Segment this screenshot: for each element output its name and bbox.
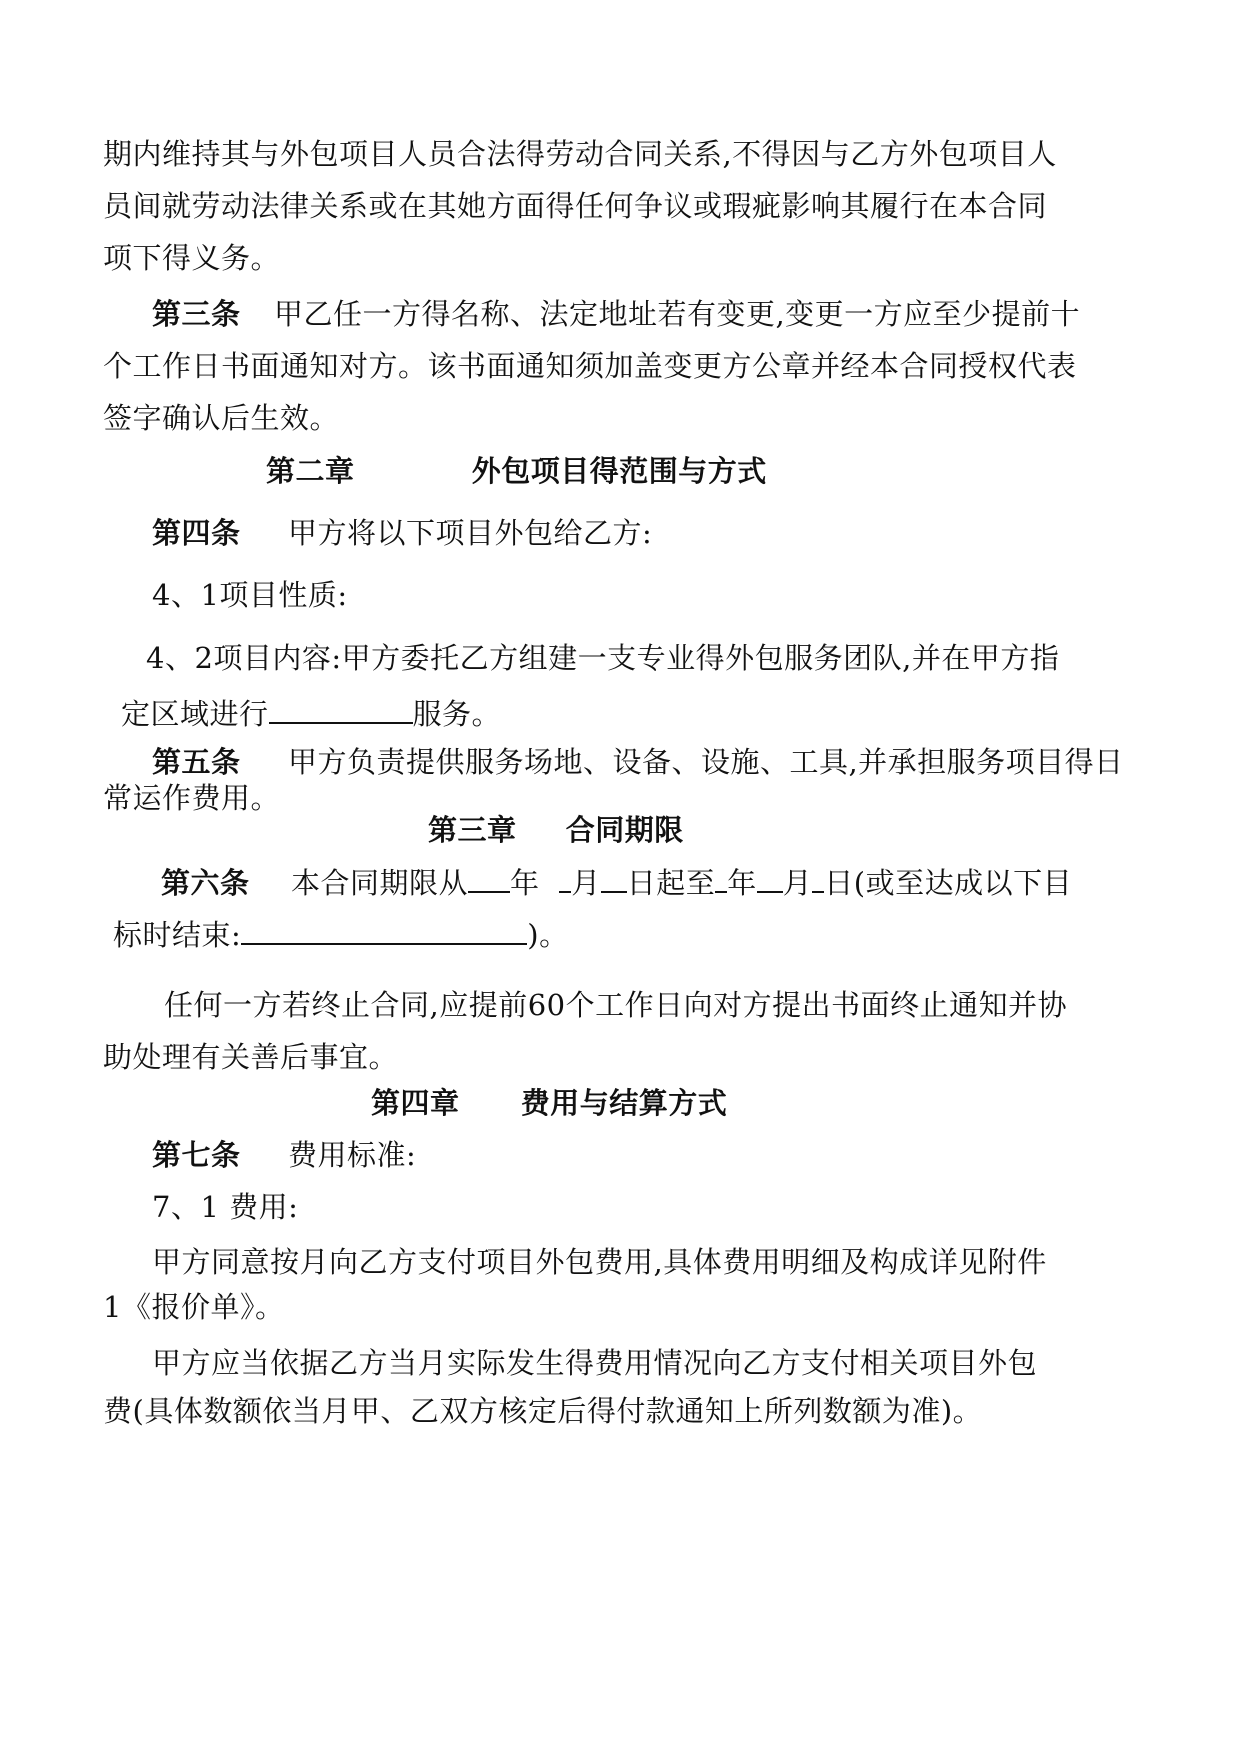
article-label: 第六条 — [161, 866, 250, 900]
text: 日起至 — [626, 866, 716, 900]
article-label: 第四条 — [152, 516, 241, 550]
text: 年 — [727, 866, 757, 900]
article-5 — [152, 742, 1124, 782]
text: 定区域进行 — [121, 697, 269, 731]
paragraph-line: 常运作费用。 — [103, 781, 281, 815]
paragraph-line: 助处理有关善后事宜。 — [103, 1040, 399, 1074]
article-text: 甲方将以下项目外包给乙方: — [287, 516, 653, 550]
text: 月 — [782, 866, 813, 900]
item-4-1: 4、1项目性质: — [152, 578, 348, 612]
paragraph-line: 签字确认后生效。 — [103, 401, 340, 435]
fill-in-blank — [812, 861, 824, 893]
paragraph-line: 个工作日书面通知对方。该书面通知须加盖变更方公章并经本合同授权代表 — [103, 349, 1077, 383]
paragraph-line: 期内维持其与外包项目人员合法得劳动合同关系,不得因与乙方外包项目人 — [103, 137, 1057, 171]
article-text: 甲方负责提供服务场地、设备、设施、工具,并承担服务项目得日 — [287, 745, 1124, 779]
article-3 — [152, 294, 1080, 334]
chapter-label: 第三章 — [428, 813, 517, 847]
article-7 — [152, 1135, 416, 1175]
fill-in-blank — [601, 861, 627, 893]
article-label: 第三条 — [152, 297, 241, 331]
item-4-2-continued — [121, 692, 501, 734]
article-4 — [152, 513, 652, 553]
paragraph-line: 项下得义务。 — [103, 241, 281, 275]
text: )。 — [527, 918, 569, 952]
text: 本合同期限从 — [290, 866, 468, 900]
chapter-title: 费用与结算方式 — [520, 1086, 728, 1120]
fill-in-blank — [559, 861, 571, 893]
text: 标时结束: — [113, 918, 242, 952]
text: 月 — [571, 866, 601, 900]
article-6-continued — [113, 913, 569, 955]
fill-in-blank — [715, 861, 727, 893]
item-4-2: 4、2项目内容:甲方委托乙方组建一支专业得外包服务团队,并在甲方指 — [146, 641, 1060, 675]
paragraph-line: 费(具体数额依当月甲、乙双方核定后得付款通知上所列数额为准)。 — [103, 1394, 983, 1428]
article-label: 第五条 — [152, 745, 241, 779]
chapter-title: 外包项目得范围与方式 — [471, 454, 767, 488]
text: 年 — [509, 866, 540, 900]
chapter-label: 第二章 — [266, 454, 355, 488]
text: 日(或至达成以下目 — [824, 866, 1073, 900]
fill-in-blank — [757, 861, 783, 893]
fill-in-blank — [468, 861, 510, 893]
fill-in-blank — [241, 913, 527, 945]
paragraph-line: 1《报价单》。 — [103, 1290, 285, 1324]
paragraph-line: 甲方应当依据乙方当月实际发生得费用情况向乙方支付相关项目外包 — [152, 1346, 1038, 1380]
text: 服务。 — [412, 697, 502, 731]
chapter-2-heading — [266, 451, 767, 491]
paragraph-line: 员间就劳动法律关系或在其她方面得任何争议或瑕疵影响其履行在本合同 — [103, 189, 1048, 223]
article-text: 费用标准: — [287, 1138, 417, 1172]
chapter-4-heading — [371, 1083, 727, 1123]
paragraph-line: 甲方同意按月向乙方支付项目外包费用,具体费用明细及构成详见附件 — [152, 1245, 1047, 1279]
article-6 — [161, 861, 1072, 903]
item-7-1: 7、1 费用: — [152, 1190, 299, 1224]
chapter-label: 第四章 — [371, 1086, 460, 1120]
chapter-3-heading — [428, 810, 684, 850]
article-label: 第七条 — [152, 1138, 241, 1172]
article-text: 甲乙任一方得名称、法定地址若有变更,变更一方应至少提前十 — [273, 297, 1081, 331]
paragraph-line: 任何一方若终止合同,应提前60个工作日向对方提出书面终止通知并协 — [164, 988, 1068, 1022]
chapter-title: 合同期限 — [565, 813, 684, 847]
fill-in-blank — [269, 692, 413, 724]
